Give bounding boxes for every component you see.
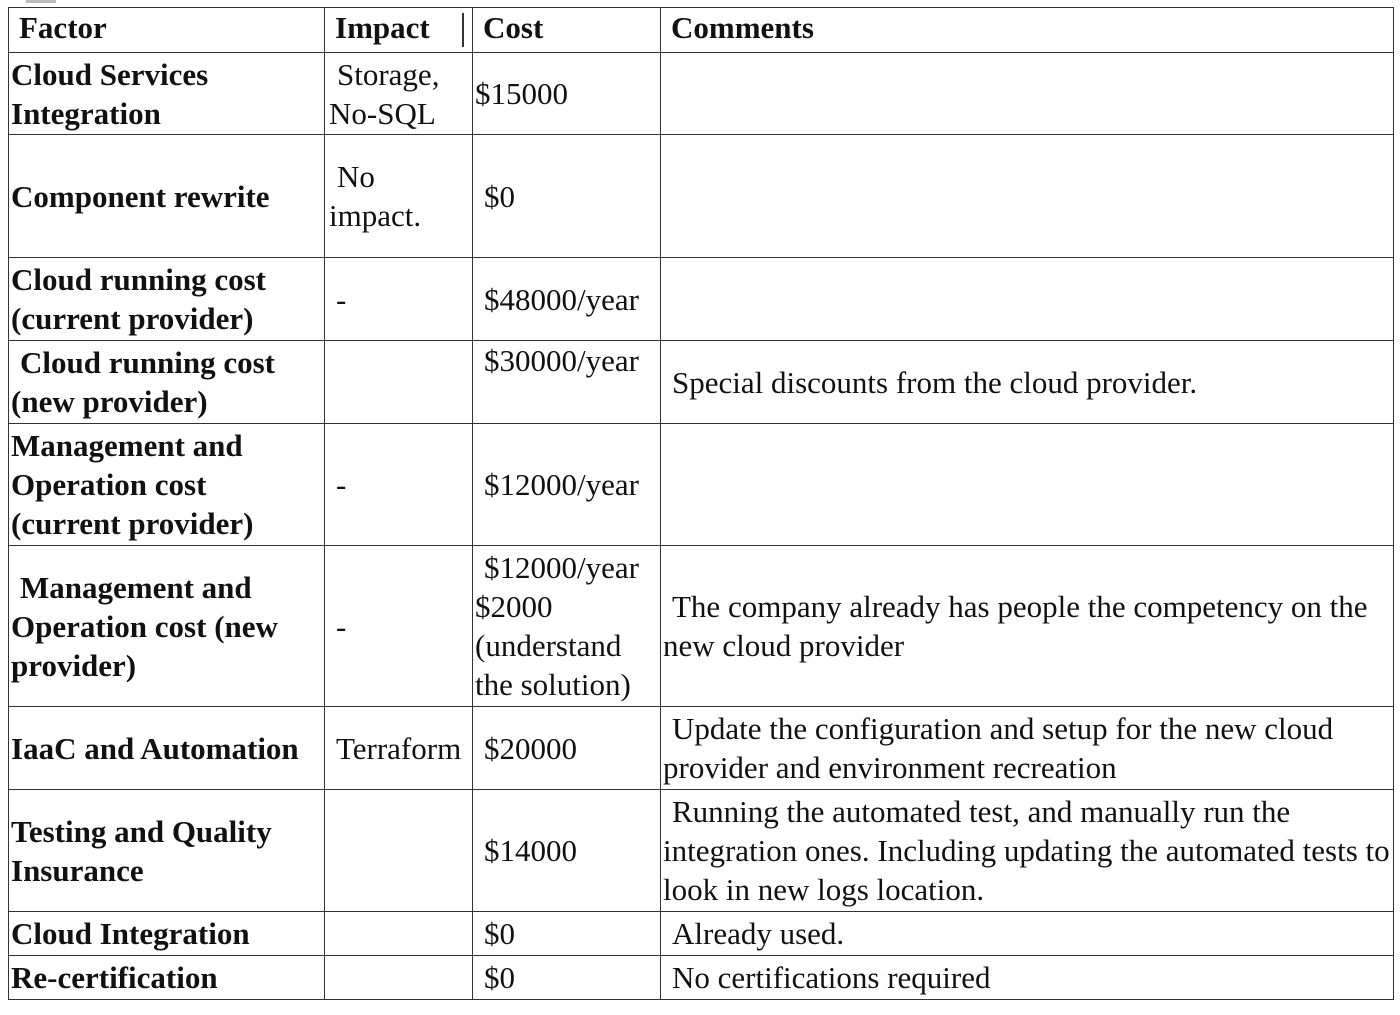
cost-cell: $0 [473,135,661,258]
cost-cell: $0 [473,912,661,956]
factor-cell: Testing and Quality Insurance [9,790,325,912]
cost-cell: $20000 [473,707,661,790]
impact-cell [325,912,473,956]
comments-cell [661,424,1394,546]
impact-cell [325,956,473,1000]
comments-cell [661,53,1394,135]
impact-cell: - [325,258,473,341]
table-row [9,341,1394,424]
impact-cell: - [325,424,473,546]
impact-cell: No impact. [325,135,473,258]
table-row [9,53,1394,135]
comments-cell [661,135,1394,258]
impact-cell: Storage, No-SQL [325,53,473,135]
clipped-text-fragment [26,0,56,3]
comments-cell [661,258,1394,341]
cost-cell: $15000 [473,53,661,135]
factor-cell: Cloud running cost (current provider) [9,258,325,341]
table-row [9,258,1394,341]
comments-cell: Running the automated test, and manually run the integration ones. Including updating the automated tests to look in new logs location. [661,790,1394,912]
migration-cost-table [8,7,1394,1000]
cost-cell: $48000/year [473,258,661,341]
impact-cell: Terraform [325,707,473,790]
cost-cell: $30000/year [473,341,661,424]
comments-cell: Special discounts from the cloud provider. [661,341,1394,424]
cost-cell: $0 [473,956,661,1000]
header-comments: Comments [661,8,1394,53]
table-row [9,546,1394,707]
table-header-row [9,8,1394,53]
factor-cell: Component rewrite [9,135,325,258]
factor-cell: IaaC and Automation [9,707,325,790]
comments-cell: The company already has people the competency on the new cloud provider [661,546,1394,707]
cost-cell: $12000/year [473,424,661,546]
factor-cell: Cloud running cost (new provider) [9,341,325,424]
impact-cell [325,341,473,424]
cost-cell: $14000 [473,790,661,912]
table-row [9,956,1394,1000]
table-row [9,912,1394,956]
factor-cell: Cloud Services Integration [9,53,325,135]
comments-cell: Already used. [661,912,1394,956]
table-row [9,707,1394,790]
factor-cell: Cloud Integration [9,912,325,956]
header-factor: Factor [9,8,325,53]
comments-cell: No certifications required [661,956,1394,1000]
factor-cell: Re-certification [9,956,325,1000]
table-row [9,424,1394,546]
factor-cell: Management and Operation cost (current provider) [9,424,325,546]
impact-cell [325,790,473,912]
header-cost: Cost [473,8,661,53]
header-impact: Impact [325,8,473,53]
table-row [9,135,1394,258]
factor-cell: Management and Operation cost (new provider) [9,546,325,707]
impact-cell: - [325,546,473,707]
cost-cell: $12000/year $2000 (understand the solution) [473,546,661,707]
table-row [9,790,1394,912]
comments-cell: Update the configuration and setup for the new cloud provider and environment recreation [661,707,1394,790]
